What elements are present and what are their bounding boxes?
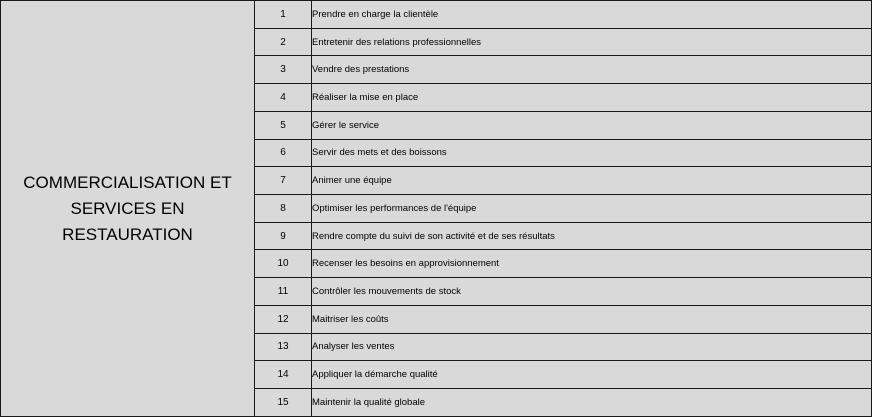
- competence-label: Rendre compte du suivi de son activité et de ses résultats: [312, 222, 872, 250]
- table-row: [1, 1, 872, 29]
- competence-label: Maitriser les coûts: [312, 305, 872, 333]
- domain-title-line: RESTAURATION: [62, 224, 193, 244]
- competence-number: 5: [255, 111, 312, 139]
- competence-number: 10: [255, 250, 312, 278]
- competence-label: Optimiser les performances de l'équipe: [312, 195, 872, 223]
- competence-number: 8: [255, 195, 312, 223]
- competence-label: Entretenir des relations professionnelles: [312, 28, 872, 56]
- competence-number: 13: [255, 333, 312, 361]
- competence-label: Réaliser la mise en place: [312, 84, 872, 112]
- competence-number: 3: [255, 56, 312, 84]
- competence-number: 6: [255, 139, 312, 167]
- competence-number: 1: [255, 1, 312, 29]
- competence-label: Contrôler les mouvements de stock: [312, 278, 872, 306]
- domain-title-line: COMMERCIALISATION ET: [23, 172, 232, 192]
- competences-table-body: [1, 1, 872, 417]
- competence-number: 7: [255, 167, 312, 195]
- domain-title-line: SERVICES EN: [70, 198, 185, 218]
- competence-label: Analyser les ventes: [312, 333, 872, 361]
- domain-title-cell: [1, 1, 255, 417]
- competence-label: Recenser les besoins en approvisionnement: [312, 250, 872, 278]
- competence-number: 15: [255, 389, 312, 417]
- competence-label: Vendre des prestations: [312, 56, 872, 84]
- competence-number: 2: [255, 28, 312, 56]
- competence-label: Servir des mets et des boissons: [312, 139, 872, 167]
- competence-number: 4: [255, 84, 312, 112]
- competence-number: 14: [255, 361, 312, 389]
- competence-number: 12: [255, 305, 312, 333]
- competence-number: 11: [255, 278, 312, 306]
- competence-label: Gérer le service: [312, 111, 872, 139]
- competence-label: Appliquer la démarche qualité: [312, 361, 872, 389]
- competence-number: 9: [255, 222, 312, 250]
- competence-label: Prendre en charge la clientèle: [312, 1, 872, 29]
- competence-label: Animer une équipe: [312, 167, 872, 195]
- competence-label: Maintenir la qualité globale: [312, 389, 872, 417]
